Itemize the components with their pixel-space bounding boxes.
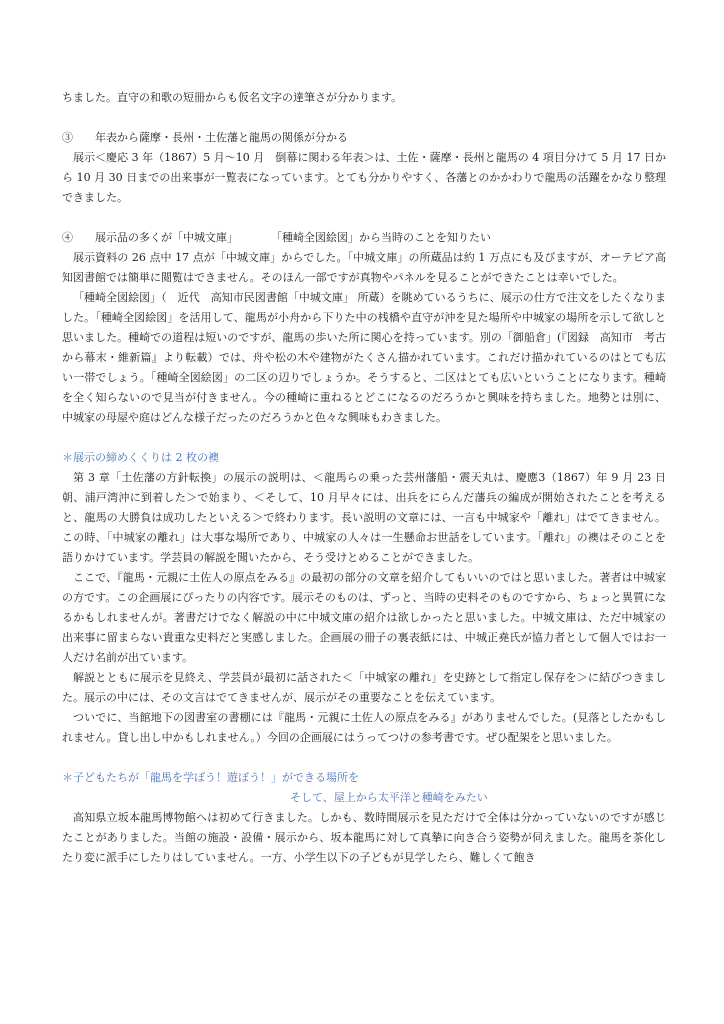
section-title-fusuma: ＊展示の締めくくりは 2 枚の襖 bbox=[62, 451, 219, 464]
spacer bbox=[62, 428, 666, 448]
section-1-paragraph-1: 第 3 章「土佐藩の方針転換」の展示の説明は、＜龍馬らの乗った芸州藩船・震天丸は、慶應3（1867）年 9 月 23 日朝、浦戸湾沖に到着した＞で始まり、＜そして、10 月早々には、出兵をにらんだ藩兵の編成が開始されたことを考えると、龍馬の大勝負は成功したといえる＞で終わります。長い説明の文章には、一言も中城家や「離れ」はでてきません。この時、「中城家の離れ」は大事な場所であり、中城家の人々は一生懸命お世話をしています。「離れ」の襖はそのことを語りかけています。学芸員の解説を聞いたから、そう受けとめることができました。 bbox=[62, 471, 666, 564]
item-4-heading: ④ 展示品の多くが「中城文庫」 「種崎全図絵図」から当時のことを知りたい bbox=[62, 231, 491, 244]
item-3-heading: ③ 年表から薩摩・長州・土佐藩と龍馬の関係が分かる bbox=[62, 131, 348, 144]
item-4-paragraph-1: 展示資料の 26 点中 17 点が「中城文庫」からでした。「中城文庫」の所蔵品は約 1 万点にも及びますが、オーテピア高知図書館では簡単に閲覧はできません。そのほん一部ですが真物やパネルを見ることができたことは幸いでした。 bbox=[62, 251, 666, 284]
section-1-paragraph-4: ついでに、当館地下の図書室の書棚には『龍馬・元親に土佐人の原点をみる』がありませんでした。(見落としたかもしれません。貸し出し中かもしれません。）今回の企画展にはうってつけの参考書です。ぜひ配架をと思いました。 bbox=[62, 711, 666, 744]
spacer bbox=[62, 208, 666, 228]
item-3-paragraph: 展示＜慶応 3 年（1867）5 月～10 月 倒幕に関わる年表＞は、土佐・薩摩・長州と龍馬の 4 項目分けて 5 月 17 日から 10 月 30 日までの出来事が一覧表になっています。とても分かりやすく、各藩とのかかわりで龍馬の活躍をかなり整理できました。 bbox=[62, 151, 666, 204]
spacer bbox=[62, 748, 666, 768]
spacer bbox=[62, 108, 666, 128]
section-subtitle-rooftop: そして、屋上から太平洋と種崎をみたい bbox=[290, 791, 488, 804]
intro-paragraph: ちました。直守の和歌の短冊からも仮名文字の達筆さが分かります。 bbox=[62, 91, 403, 104]
section-2-paragraph-1: 高知県立坂本龍馬博物館へは初めて行きました。しかも、数時間展示を見ただけで全体は分かっていないのですが感じたことがありました。当館の施設・設備・展示から、坂本龍馬に対して真摯に向き合う姿勢が伺えました。龍馬を茶化したり変に派手にしたりはしていません。一方、小学生以下の子どもが見学したら、難しくて飽き bbox=[62, 811, 666, 864]
section-1-paragraph-2: ここで、『龍馬・元親に土佐人の原点をみる』の最初の部分の文章を紹介してもいいのではと思いました。著者は中城家の方です。この企画展にぴったりの内容です。展示そのものは、ずっと、当時の史料そのものですから、ちょっと異質になるかもしれませんが。著書だけでなく解説の中に中城文庫の紹介は欲しかったと思いました。中城文庫は、ただ中城家の出来事に留まらない貴重な史料だと実感しました。企画展の冊子の裏表紙には、中城正堯氏が協力者として個人ではお一人だけ名前が出ています。 bbox=[62, 571, 666, 664]
section-title-children: ＊子どもたちが「龍馬を学ぼう！遊ぼう！」ができる場所を bbox=[62, 771, 359, 784]
item-4-paragraph-2: 「種崎全図絵図」（ 近代 高知市民図書館「中城文庫」 所蔵）を眺めているうちに、展示の仕方で注文をしたくなりました。「種崎全図絵図」を活用して、龍馬が小舟から下りた中の桟橋や直守が沖を見た場所や中城家の場所を示して欲しと思いました。種崎での道程は短いのですが、龍馬の歩いた所に関心を持っています。別の「御船倉」(『図録 高知市 考古から幕末・維新篇』より転載）では、舟や松の木や建物がたくさん描かれています。これだけ描かれているのはとても広い一帯でしょう。「種崎全図絵図」の二区の辺りでしょうか。そうすると、二区はとても広いということになります。種崎を全く知らないので見当が付きません。今の種崎に重ねるとどこになるのだろうかと興味を持ちました。地勢とは別に、中城家の母屋や庭はどんな様子だったのだろうかと色々な興味もわきました。 bbox=[62, 291, 666, 424]
document-page bbox=[62, 88, 666, 868]
section-1-paragraph-3: 解説とともに展示を見終え、学芸員が最初に話された＜「中城家の離れ」を史跡として指定し保存を＞に結びつきました。展示の中には、その文言はでてきませんが、展示がその重要なことを伝えています。 bbox=[62, 671, 666, 704]
